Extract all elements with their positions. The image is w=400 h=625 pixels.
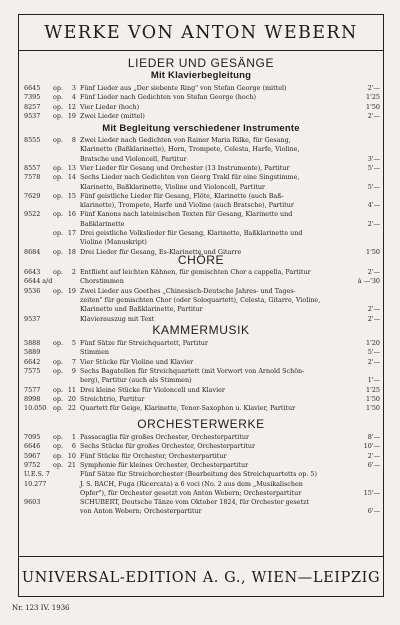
catalog-row — [24, 238, 380, 247]
work-description: Klarinette und Baßklarinette, Partitur — [80, 305, 203, 314]
edition-number: 6646 — [24, 442, 41, 451]
work-description: Zwei Lieder aus Goethes „Chinesisch-Deutsche Jahres- und Tages- — [80, 286, 296, 295]
price: 2'— — [367, 314, 380, 323]
opus-number: 14 — [67, 173, 76, 182]
opus-number: 1 — [71, 433, 76, 441]
page-title: WERKE VON ANTON WEBERN — [44, 23, 358, 43]
catalog-row — [24, 470, 380, 479]
price: 2'— — [367, 451, 380, 460]
catalog-row — [24, 201, 380, 210]
work-description: zeiten" für gemischten Chor (oder Soloquartett), Celesta, Gitarre, Violine, — [80, 295, 321, 304]
work-description: Sechs Bagatellen für Streichquartett (mit Vorwort von Arnold Schön- — [80, 366, 305, 375]
catalog-row — [24, 452, 380, 461]
catalog-row — [24, 305, 380, 314]
catalog-row — [24, 461, 380, 470]
work-description: Entflieht auf leichten Kähnen, für gemischten Chor a cappella, Partitur — [80, 268, 311, 276]
catalog-row — [24, 93, 380, 102]
catalog-row — [24, 112, 380, 121]
work-description: Chorstimmen — [80, 277, 124, 286]
work-description: Vier Lieder für Gesang und Orchester (13 Instrumente), Partitur — [80, 163, 290, 172]
price: 5'— — [367, 163, 380, 172]
edition-number: 8555 — [24, 136, 41, 144]
catalog-row — [24, 84, 380, 93]
opus-label: op. — [53, 136, 63, 144]
opus-number: 2 — [71, 268, 76, 276]
opus-number: 21 — [67, 460, 76, 469]
price: 6'— — [367, 507, 380, 516]
catalog-row — [24, 358, 380, 367]
subheading-klavier: Mit Klavierbegleitung — [150, 70, 252, 81]
work-description: Passacaglia für großes Orchester, Orchesterpartitur — [80, 433, 250, 441]
opus-label: op. — [53, 357, 63, 366]
opus-number: 19 — [67, 111, 76, 120]
work-description: Fünf Sätze für Streichquartett, Partitur — [80, 339, 208, 347]
edition-number: 7575 — [24, 366, 41, 375]
edition-number: U.E.S. 7 — [24, 470, 50, 479]
edition-number: 10.050 — [24, 404, 47, 413]
catalog-row — [24, 404, 380, 413]
work-description: Violine (Manuskript) — [80, 238, 147, 247]
opus-label: op. — [53, 339, 63, 347]
catalog-row — [24, 229, 380, 238]
heading-choere: CHÖRE — [177, 253, 225, 267]
footer-rule — [18, 556, 384, 557]
work-description: Fünf Sätze für Streichorchester (Bearbeitung des Streichquartetts op. 5) — [80, 470, 317, 479]
opus-label: op. — [53, 163, 63, 172]
price: 1'50 — [366, 404, 380, 413]
catalog-row — [24, 136, 380, 145]
edition-number: 9603 — [24, 498, 41, 507]
opus-number: 22 — [67, 404, 76, 413]
opus-label: op. — [53, 451, 63, 460]
work-description: Drei geistliche Volkslieder für Gesang, Klarinette, Baßklarinette und — [80, 229, 303, 237]
work-description: Klarinette, Baßklarinette, Violine und Violoncell, Partitur — [80, 182, 265, 191]
edition-number: 5889 — [24, 348, 41, 357]
edition-number: 9536 — [24, 286, 41, 295]
edition-number: 6642 — [24, 357, 41, 366]
catalog-row — [24, 480, 380, 489]
edition-number: 8257 — [24, 102, 41, 111]
work-description: Baßklarinette — [80, 219, 125, 228]
work-description: Klarinette (Baßklarinette), Horn, Trompete, Celesta, Harfe, Violine, — [80, 145, 300, 154]
catalog-row — [24, 192, 380, 201]
edition-number: 7577 — [24, 385, 41, 394]
catalog-row — [24, 367, 380, 376]
opus-label: op. — [53, 93, 63, 102]
price: 8'— — [367, 433, 380, 441]
price: 5'— — [367, 348, 380, 357]
opus-number: 19 — [67, 286, 76, 295]
work-description: Fünf Kanons nach lateinischen Texten für Gesang, Klarinette und — [80, 210, 293, 219]
work-description: Symphonie für kleines Orchester, Orchesterpartitur — [80, 460, 249, 469]
catalog-row — [24, 277, 380, 286]
heading-kammermusik: KAMMERMUSIK — [152, 323, 250, 337]
catalog-row — [24, 268, 380, 277]
opus-label: op. — [53, 385, 63, 394]
work-description: Sechs Stücke für großes Orchester, Orchesterpartitur — [80, 442, 255, 451]
price: 1'50 — [366, 394, 380, 403]
opus-number: 3 — [71, 84, 76, 92]
work-description: Opfer"), für Orchester gesetzt von Anton Webern; Orchesterpartitur — [80, 488, 302, 497]
price: 1'20 — [366, 339, 380, 347]
price: 2'— — [367, 219, 380, 228]
catalog-row — [24, 433, 380, 442]
opus-number: 16 — [67, 210, 76, 219]
edition-number: 9537 — [24, 111, 41, 120]
opus-number: 10 — [67, 451, 76, 460]
catalog-number: Nr. 123 IV. 1936 — [12, 604, 70, 612]
work-description: Streichtrio, Partitur — [80, 394, 145, 403]
work-description: Zwei Lieder nach Gedichten von Rainer Maria Rilke, für Gesang, — [80, 136, 291, 144]
edition-number: 10.277 — [24, 479, 47, 488]
work-description: klarinette), Trompete, Harfe und Violine (auch Bratsche), Partitur — [80, 201, 294, 210]
heading-orchesterwerke: ORCHESTERWERKE — [137, 417, 265, 431]
opus-label: op. — [53, 229, 63, 237]
edition-number: 7578 — [24, 173, 41, 182]
price: 15'— — [363, 488, 380, 497]
edition-number: 7395 — [24, 93, 41, 102]
catalog-row — [24, 498, 380, 507]
work-description: Zwei Lieder (mittel) — [80, 111, 145, 120]
price: 2'— — [367, 111, 380, 120]
opus-label: op. — [53, 442, 63, 451]
catalog-row — [24, 103, 380, 112]
catalog-row — [24, 395, 380, 404]
opus-number: 17 — [67, 229, 76, 237]
edition-number: 7629 — [24, 191, 41, 200]
work-description: Fünf Lieder nach Gedichten von Stefan George (hoch) — [80, 93, 256, 102]
opus-label: op. — [53, 433, 63, 441]
catalog-row — [24, 220, 380, 229]
catalog-row — [24, 376, 380, 385]
price: 5'— — [367, 182, 380, 191]
opus-label: op. — [53, 460, 63, 469]
work-description: Vier Stücke für Violine und Klavier — [80, 357, 194, 366]
catalog-row — [24, 296, 380, 305]
price: 1'50 — [366, 102, 380, 111]
title-rule — [18, 50, 384, 51]
edition-number: 6643 — [24, 268, 41, 276]
work-description: Fünf geistliche Lieder für Gesang, Flöte, Klarinette (auch Baß- — [80, 191, 284, 200]
opus-label: op. — [53, 84, 63, 92]
edition-number: 6644 a/d — [24, 277, 53, 286]
catalog-row — [24, 507, 380, 516]
price: 2'— — [367, 357, 380, 366]
opus-number: 11 — [67, 385, 76, 394]
price: 2'— — [367, 84, 380, 92]
edition-number: 9752 — [24, 460, 41, 469]
edition-number: 5967 — [24, 451, 41, 460]
opus-number: 15 — [67, 191, 76, 200]
price: 2'— — [367, 305, 380, 314]
catalog-row — [24, 386, 380, 395]
price: 1'25 — [366, 385, 380, 394]
opus-number: 18 — [67, 247, 76, 256]
heading-lieder: LIEDER UND GESÄNGE — [127, 56, 275, 70]
opus-label: op. — [53, 210, 63, 219]
opus-label: op. — [53, 173, 63, 182]
opus-number: 4 — [71, 93, 76, 102]
opus-number: 9 — [71, 366, 76, 375]
work-description: SCHUBERT, Deutsche Tänze vom Oktober 1824, für Orchester gesetzt — [80, 498, 310, 507]
price: 3'— — [367, 154, 380, 163]
opus-label: op. — [53, 366, 63, 375]
catalog-row — [24, 210, 380, 219]
catalog-row — [24, 442, 380, 451]
work-description: J. S. BACH, Fuga (Ricercata) a 6 voci (No. 2 aus dem „Musikalischen — [80, 479, 303, 488]
price: 2'— — [367, 268, 380, 276]
opus-number: 6 — [71, 442, 76, 451]
publisher-footer: UNIVERSAL-EDITION A. G., WIEN—LEIPZIG — [21, 570, 381, 586]
opus-label: op. — [53, 394, 63, 403]
opus-label: op. — [53, 111, 63, 120]
catalog-row — [24, 183, 380, 192]
catalog-row — [24, 348, 380, 357]
edition-number: 9537 — [24, 314, 41, 323]
edition-number: 7095 — [24, 433, 41, 441]
opus-number: 13 — [67, 163, 76, 172]
price: 10'— — [363, 442, 380, 451]
opus-label: op. — [53, 404, 63, 413]
work-description: Fünf Lieder aus „Der siebente Ring" von Stefan George (mittel) — [80, 84, 287, 92]
opus-number: 20 — [67, 394, 76, 403]
edition-number: 9522 — [24, 210, 41, 219]
price: 1'— — [367, 376, 380, 385]
work-description: Vier Lieder (hoch) — [80, 102, 140, 111]
work-description: Fünf Stücke für Orchester, Orchesterpartitur — [80, 451, 227, 460]
opus-label: op. — [53, 268, 63, 276]
opus-number: 7 — [71, 357, 76, 366]
edition-number: 5888 — [24, 339, 41, 347]
catalog-row — [24, 287, 380, 296]
price: 4'— — [367, 201, 380, 210]
price: 1'25 — [366, 93, 380, 102]
edition-number: 8998 — [24, 394, 41, 403]
opus-label: op. — [53, 286, 63, 295]
catalog-row — [24, 173, 380, 182]
edition-number: 8684 — [24, 247, 41, 256]
catalog-row — [24, 339, 380, 348]
work-description: Drei Lieder für Gesang, Es-Klarinette und Gitarre — [80, 247, 242, 256]
work-description: von Anton Webern; Orchesterpartitur — [80, 507, 202, 516]
catalog-row — [24, 489, 380, 498]
work-description: Bratsche und Violoncell, Partitur — [80, 154, 187, 163]
price: 1'50 — [366, 247, 380, 256]
opus-number: 8 — [71, 136, 76, 144]
work-description: Stimmen — [80, 348, 110, 357]
work-description: Klavierauszug mit Text — [80, 314, 155, 323]
opus-label: op. — [53, 191, 63, 200]
price: à —'30 — [357, 277, 380, 286]
opus-label: op. — [53, 102, 63, 111]
work-description: Sechs Lieder nach Gedichten von Georg Trakl für eine Singstimme, — [80, 173, 300, 182]
work-description: Drei kleine Stücke für Violoncell und Klavier — [80, 385, 225, 394]
work-description: berg), Partitur (auch als Stimmen) — [80, 376, 192, 385]
edition-number: 6645 — [24, 84, 41, 92]
opus-number: 12 — [67, 102, 76, 111]
heading-instrumente: Mit Begleitung verschiedener Instrumente — [102, 123, 300, 134]
opus-number: 5 — [71, 339, 76, 347]
catalog-row — [24, 145, 380, 154]
catalog-row — [24, 164, 380, 173]
catalog-row — [24, 155, 380, 164]
opus-label: op. — [53, 247, 63, 256]
price: 6'— — [367, 460, 380, 469]
work-description: Quartett für Geige, Klarinette, Tenor-Saxophon u. Klavier, Partitur — [80, 404, 296, 413]
edition-number: 8557 — [24, 163, 41, 172]
